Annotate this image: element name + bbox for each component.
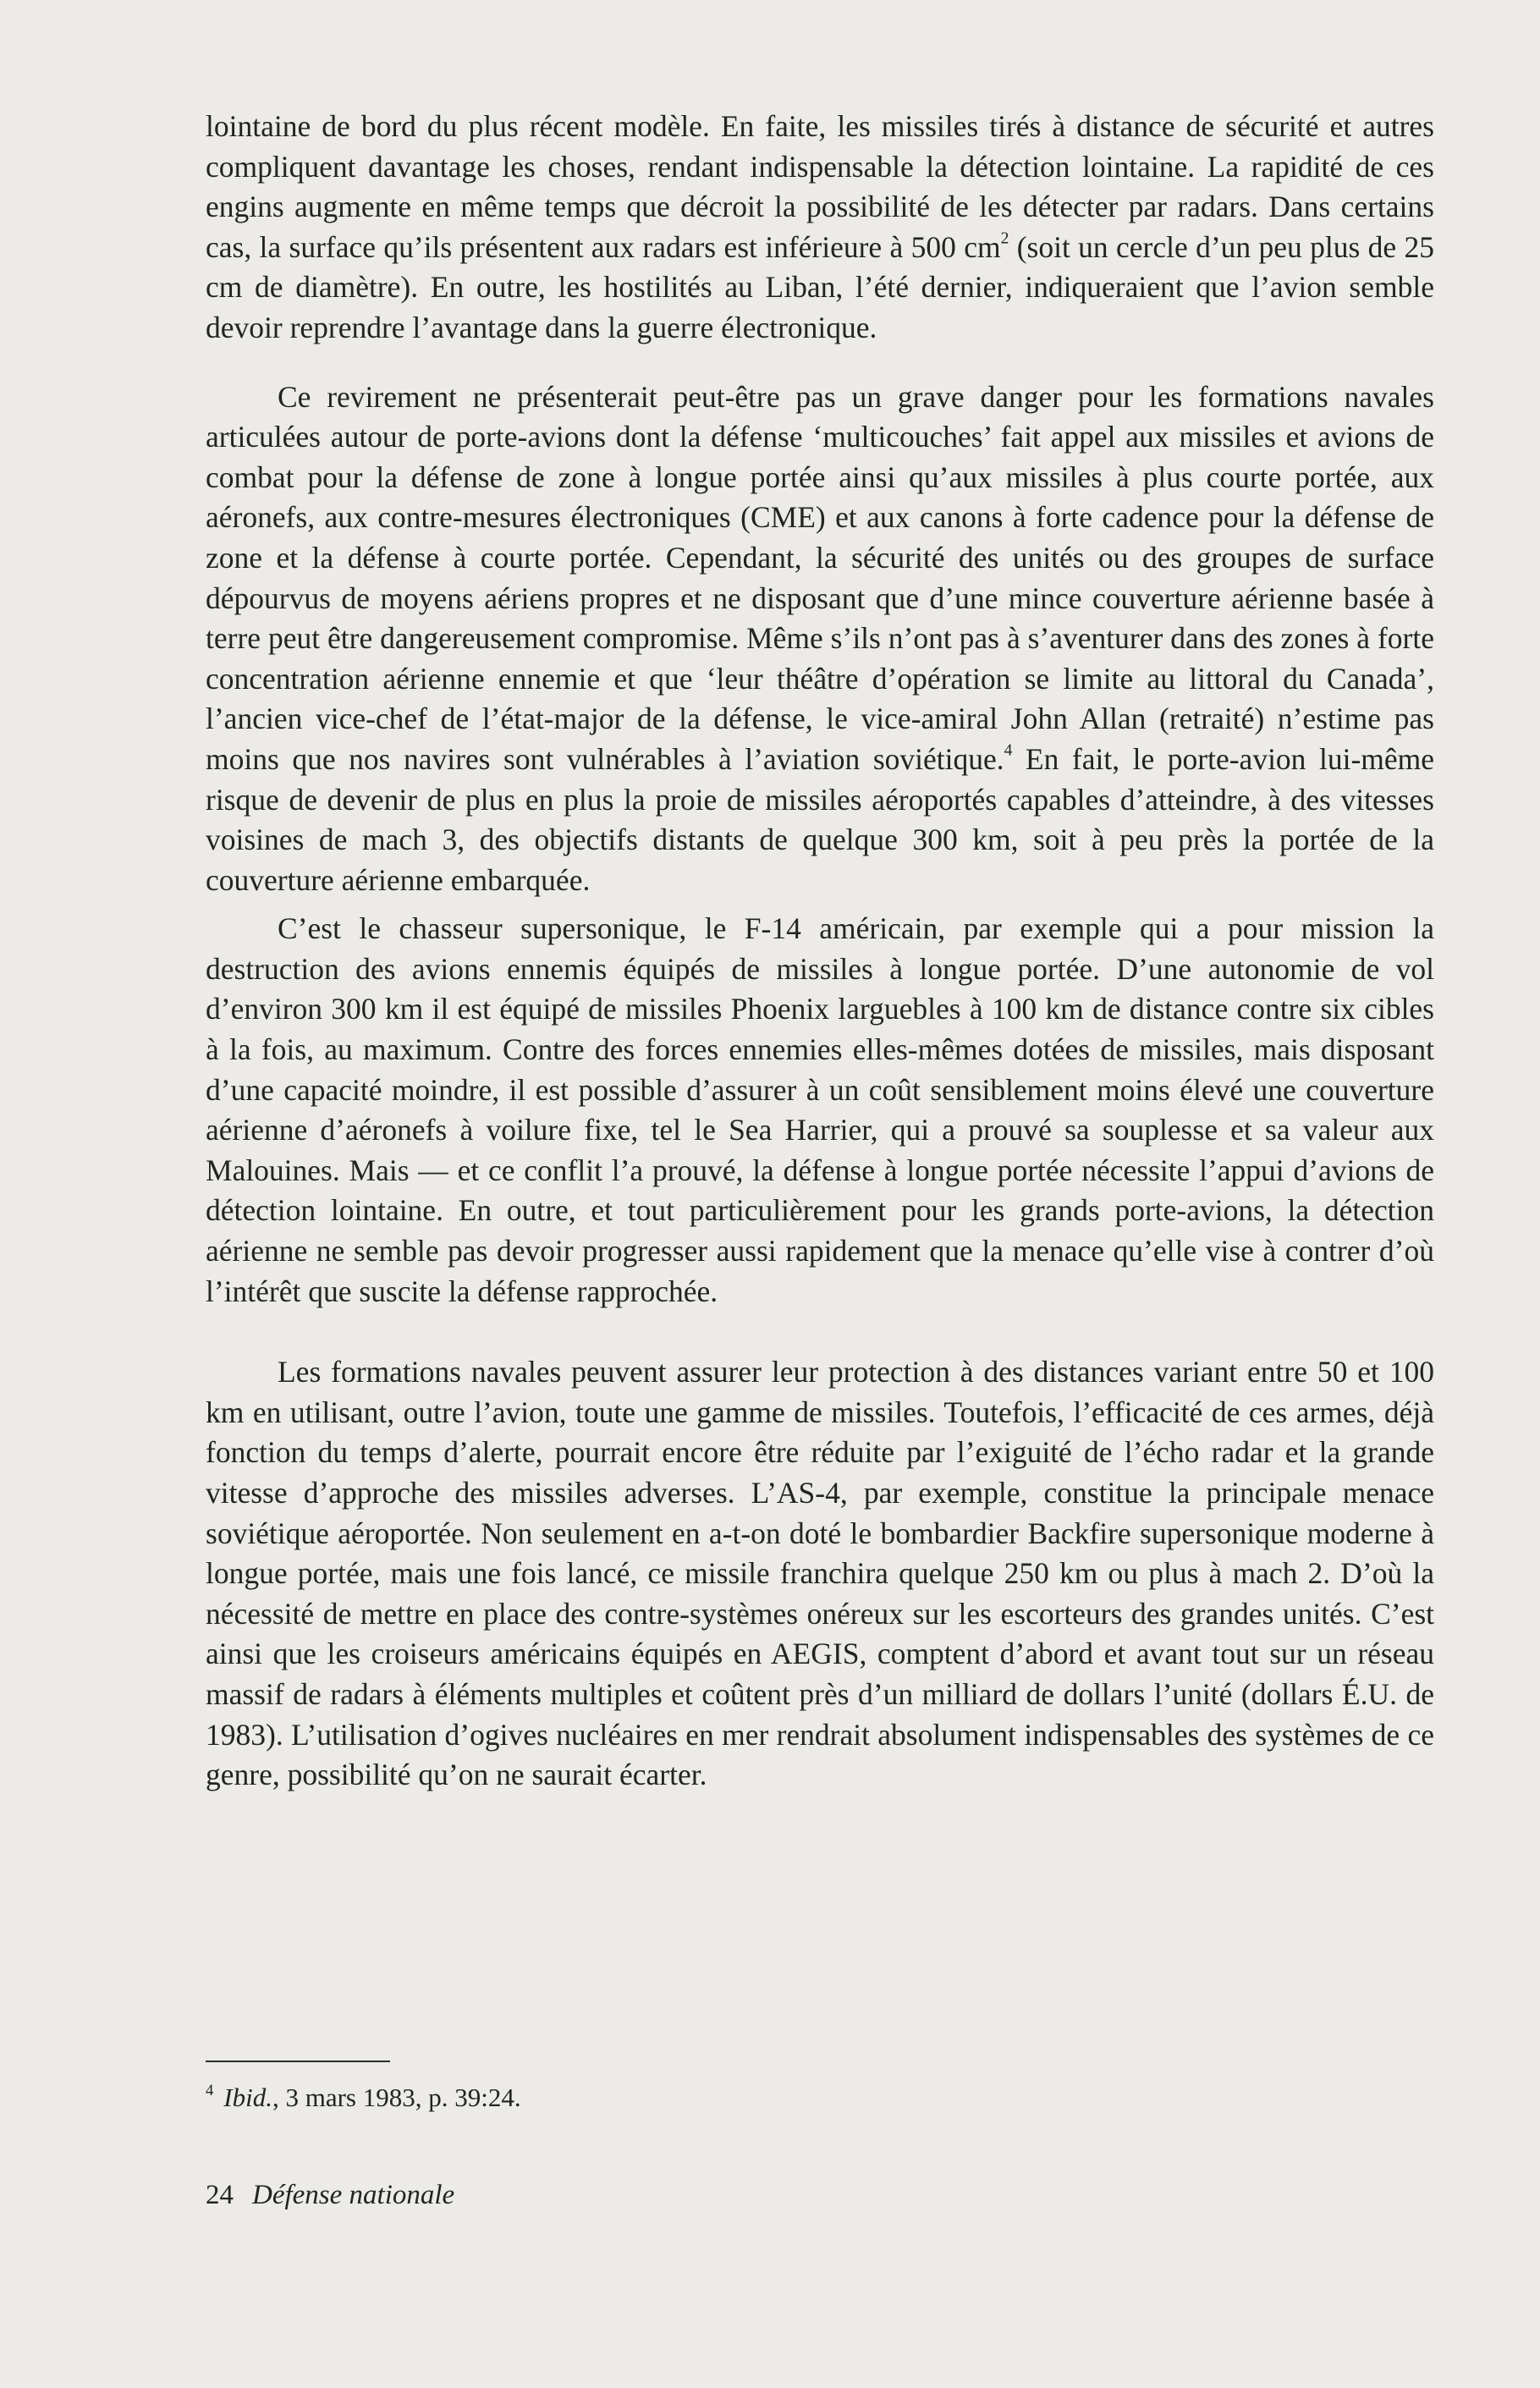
- paragraph-2-text-a: Ce revirement ne présenterait peut-être pas un grave danger pour les formations navales articulées autour de porte-avions dont la défense ‘multicouches’ fait appel aux missiles et avions de combat pour la défense de zone à longue portée ainsi qu’aux missiles à plus courte portée, aux aéronefs, aux contre-mesures électroniques (CME) et aux canons à forte cadence pour la défense de zone et la défense à courte portée. Cependant, la sécurité des unités ou des groupes de surface dépourvus de moyens aériens propres et ne disposant que d’une mince couverture aérienne basée à terre peut être dangereusement compromise. Même s’ils n’ont pas à s’aventurer dans des zones à forte concentration aérienne ennemie et que ‘leur théâtre d’opération se limite au littoral du Canada’, l’ancien vice-chef de l’état-major de la défense, le vice-amiral John Allan (retraité) n’estime pas moins que nos navires sont vulnérables à l’aviation soviétique.: [206, 379, 1434, 776]
- footnote-ibid: Ibid.: [223, 2083, 272, 2112]
- footnote: [206, 2081, 521, 2115]
- paragraph-4: Les formations navales peuvent assurer leur protection à des distances variant entre 50 et 100 km en utilisant, outre l’avion, toute une gamme de missiles. Toutefois, l’efficacité de ces armes, déjà fonction du temps d’alerte, pourrait encore être réduite par l’exiguité de l’écho radar et la grande vitesse d’approche des missiles adverses. L’AS-4, par exemple, constitue la principale menace soviétique aéroportée. Non seulement en a-t-on doté le bombardier Backfire supersonique moderne à longue portée, mais une fois lancé, ce missile franchira quelque 250 km ou plus à mach 2. D’où la nécessité de mettre en place des contre-systèmes onéreux sur les escorteurs des grandes unités. C’est ainsi que les croiseurs américains équipés en AEGIS, comptent d’abord et avant tout sur un réseau massif de radars à éléments multiples et coûtent près d’un milliard de dollars l’unité (dollars É.U. de 1983). L’utilisation d’ogives nucléaires en mer rendrait absolument indispensables des systèmes de ce genre, possibilité qu’on ne saurait écarter.: [206, 1355, 1434, 1792]
- paragraph-3: C’est le chasseur supersonique, le F-14 américain, par exemple qui a pour mission la destruction des avions ennemis équipés de missiles à longue portée. D’une autonomie de vol d’environ 300 km il est équipé de missiles Phoenix larguebles à 100 km de distance contre six cibles à la fois, au maximum. Contre des forces ennemies elles-mêmes dotées de missiles, mais disposant d’une capacité moindre, il est possible d’assurer à un coût sensiblement moins élevé une couverture aérienne d’aéronefs à voilure fixe, tel le Sea Harrier, qui a prouvé sa souplesse et sa valeur aux Malouines. Mais — et ce conflit l’a prouvé, la défense à longue portée nécessite l’appui d’avions de détection lointaine. En outre, et tout particulièrement pour les grands porte-avions, la détection aérienne ne semble pas devoir progresser aussi rapidement que la menace qu’elle vise à contrer d’où l’intérêt que suscite la défense rapprochée.: [206, 911, 1434, 1308]
- page-number: 24: [206, 2180, 234, 2210]
- paragraph-1-text-a: lointaine de bord du plus récent modèle. En faite, les missiles tirés à distance de sécurité et autres compliquent davantage les choses, rendant indispensable la détection lointaine. La rapidité de ces engins augmente en même temps que décroit la possibilité de les détecter par radars. Dans certains cas, la surface qu’ils présentent aux radars est inférieure à 500 cm: [206, 109, 1434, 264]
- footnote-marker: 4: [206, 2081, 214, 2099]
- footnote-ref-4: 4: [1004, 741, 1013, 760]
- publication-title: Défense nationale: [252, 2180, 455, 2210]
- superscript-squared: 2: [1000, 229, 1009, 248]
- page-footer: [206, 2177, 454, 2213]
- body-text: [206, 107, 1434, 1796]
- paragraph-1: [206, 107, 1434, 349]
- footnote-text: , 3 mars 1983, p. 39:24.: [272, 2083, 521, 2112]
- footnote-divider: [206, 2061, 390, 2062]
- paragraph-2-text-b: En fait, le porte-avion lui-même risque de devenir de plus en plus la proie de missiles aéroportés capables d’atteindre, à des vitesses voisines de mach 3, des objectifs distants de quelque 300 km, soit à peu près la portée de la couverture aérienne embarquée.: [206, 741, 1435, 897]
- paragraph-1-text-b: (soit un cercle d’un peu plus de 25 cm de diamètre). En outre, les hostilités au Liban, l’été dernier, indiqueraient que l’avion semble devoir reprendre l’avantage dans la guerre électronique.: [206, 229, 1434, 344]
- paragraph-2: [206, 377, 1434, 901]
